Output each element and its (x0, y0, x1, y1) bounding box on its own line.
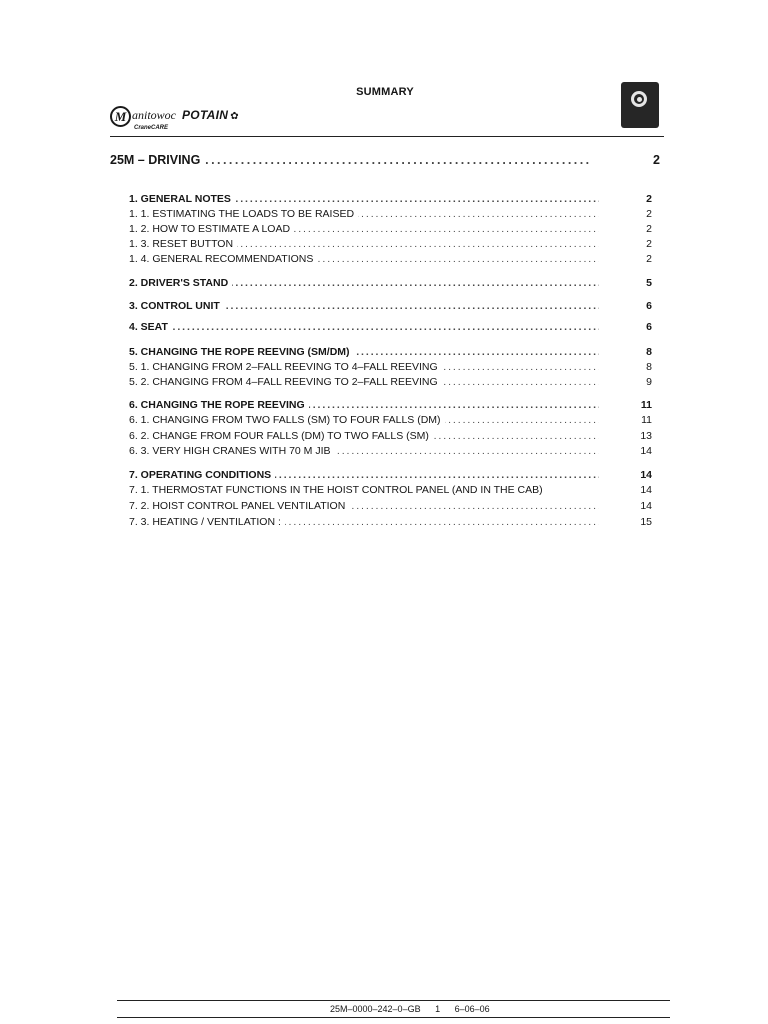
toc-entry-title: 7. 1. THERMOSTAT FUNCTIONS IN THE HOIST CONTROL PANEL (AND IN THE CAB) (129, 484, 547, 496)
toc-main-page: 2 (653, 153, 660, 167)
toc-entry-title: 1. 4. GENERAL RECOMMENDATIONS (129, 253, 317, 265)
toc-entry-page: 9 (646, 376, 652, 388)
logo-manitowoc: anitowoc (132, 108, 176, 122)
toc-entry-title: 5. 1. CHANGING FROM 2–FALL REEVING TO 4–FALL REEVING (129, 361, 442, 373)
toc-entry-title: 6. 3. VERY HIGH CRANES WITH 70 M JIB (129, 445, 335, 457)
toc-entry-page: 15 (640, 516, 652, 528)
toc-entry-title: 1. 3. RESET BUTTON (129, 238, 237, 250)
toc-entry-page: 8 (646, 361, 652, 373)
toc-entry-page: 13 (640, 430, 652, 442)
logo-cranecare: CraneCARE (134, 125, 169, 131)
toc-entry-page: 2 (646, 223, 652, 235)
footer-doc-code: 25M–0000–242–0–GB (330, 1004, 421, 1014)
toc-entry-title: 5. CHANGING THE ROPE REEVING (SM/DM) (129, 346, 354, 358)
toc-entry-title: 1. GENERAL NOTES (129, 193, 235, 205)
toc-entry-title: 4. SEAT (129, 321, 172, 333)
toc-entry-page: 11 (640, 399, 652, 411)
page-title: SUMMARY (356, 86, 414, 98)
toc-entry-page: 6 (646, 321, 652, 333)
toc-entry-page: 5 (646, 277, 652, 289)
toc-entry-page: 2 (646, 238, 652, 250)
toc-entry-page: 2 (646, 208, 652, 220)
toc-entry-title: 7. OPERATING CONDITIONS (129, 469, 275, 481)
toc-entry-page: 8 (646, 346, 652, 358)
toc-entry-page: 14 (640, 445, 652, 457)
toc-entry-title: 7. 2. HOIST CONTROL PANEL VENTILATION (129, 500, 349, 512)
toc-entry-title: 5. 2. CHANGING FROM 4–FALL REEVING TO 2–FALL REEVING (129, 376, 442, 388)
toc-entry-page: 14 (640, 469, 652, 481)
footer (330, 1004, 502, 1014)
toc-entry-page: 2 (646, 253, 652, 265)
toc-entry-title: 3. CONTROL UNIT (129, 300, 224, 312)
toc-entry-title: 6. 1. CHANGING FROM TWO FALLS (SM) TO FOUR FALLS (DM) (129, 414, 445, 426)
toc-entry-page: 11 (641, 414, 652, 426)
toc-entry-page: 6 (646, 300, 652, 312)
toc-entry-title: 1. 2. HOW TO ESTIMATE A LOAD (129, 223, 294, 235)
potain-mark-icon: ✿ (230, 111, 239, 122)
toc-entry-title: 1. 1. ESTIMATING THE LOADS TO BE RAISED (129, 208, 358, 220)
toc-entry-page: 14 (640, 484, 652, 496)
footer-divider-top (117, 1000, 670, 1001)
footer-divider-bottom (117, 1017, 670, 1018)
toc-entry-title: 7. 3. HEATING / VENTILATION : (129, 516, 285, 528)
footer-page-number: 1 (435, 1004, 441, 1014)
toc-entry-page: 2 (646, 193, 652, 205)
logo-potain: POTAIN (182, 108, 229, 122)
footer-date: 6–06–06 (454, 1004, 490, 1014)
toc-entry-title: 2. DRIVER'S STAND (129, 277, 232, 289)
toc-entry-title: 6. 2. CHANGE FROM FOUR FALLS (DM) TO TWO FALLS (SM) (129, 430, 433, 442)
toc-main-title: 25M – DRIVING (110, 153, 204, 167)
manitowoc-logo-icon: M (110, 106, 131, 127)
toc-entry-page: 14 (640, 500, 652, 512)
toc-entry-title: 6. CHANGING THE ROPE REEVING (129, 399, 309, 411)
